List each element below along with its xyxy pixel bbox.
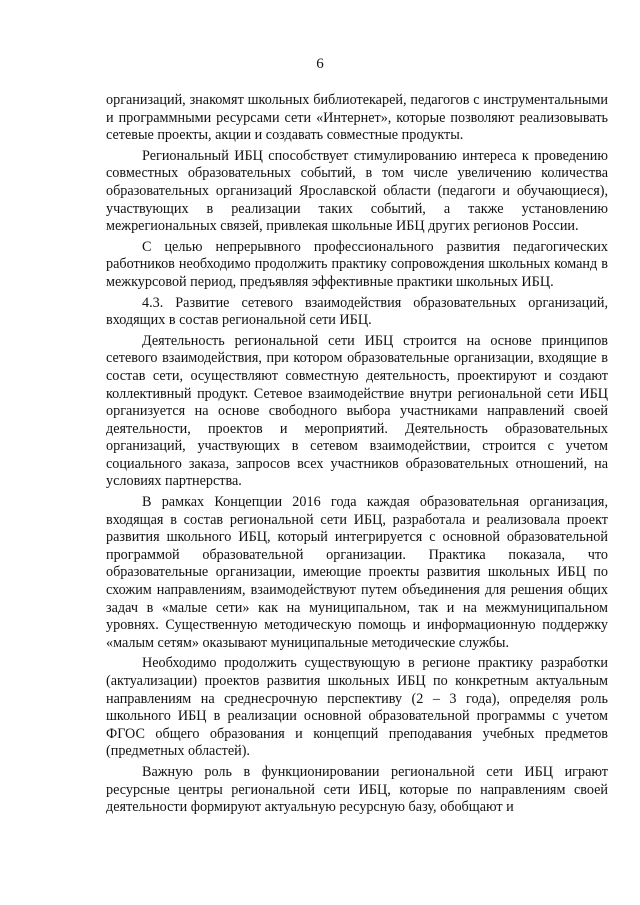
paragraph-7: Необходимо продолжить существующую в регионе практику разработки (актуализации) проектов развития школьных ИБЦ по конкретным актуальным направлениям на среднесрочную перспективу (2 – 3 года), определяя роль школьного ИБЦ в реализации основной образовательной программы с учетом ФГОС общего образования и концепций преподавания учебных предметов (предметных областей). [106,655,608,760]
paragraph-3: С целью непрерывного профессионального развития педагогических работников необходимо продолжить практику сопровождения школьных команд в межкурсовой период, предъявляя эффективные практики школьных ИБЦ. [106,238,608,290]
paragraph-8: Важную роль в функционировании региональной сети ИБЦ играют ресурсные центры региональной сети ИБЦ, которые по направлениям своей деятельности формируют актуальную ресурсную базу, обобщают и [106,763,608,816]
paragraph-6: В рамках Концепции 2016 года каждая образовательная организация, входящая в состав региональной сети ИБЦ, разработала и реализовала проект развития школьного ИБЦ, который интегрируется с основной образовательной программой образовательной организации. Практика показала, что образовательные организации, имеющие проекты развития школьных ИБЦ по схожим направлениям, взаимодействуют путем объединения для решения общих задач в «малые сети» как на муниципальном, так и на межмуниципальном уровнях. Существенную методическую помощь и информационную поддержку «малым сетям» оказывают муниципальные методические службы. [106,494,608,651]
section-heading-4-3: 4.3. Развитие сетевого взаимодействия образовательных организаций, входящих в состав региональной сети ИБЦ. [106,294,608,329]
paragraph-5: Деятельность региональной сети ИБЦ строится на основе принципов сетевого взаимодействия, при котором образовательные организации, входящие в состав сети, осуществляют совместную деятельность, проектируют и создают коллективный продукт. Сетевое взаимодействие внутри региональной сети ИБЦ организуется на основе свободного выбора участниками направлений своей деятельности, проектов и мероприятий. Деятельность образовательных организаций, участвующих в сетевом взаимодействии, строится с учетом социального заказа, запросов всех участников образовательных отношений, на условиях партнерства. [106,332,608,490]
page-number: 6 [316,56,324,72]
body-text [106,92,608,820]
paragraph-2: Региональный ИБЦ способствует стимулированию интереса к проведению совместных образовательных событий, в том числе увеличению количества образовательных организаций Ярославской области (педагоги и обучающиеся), участвующих в реализации таких событий, а также установлению межрегиональных связей, привлекая школьные ИБЦ других регионов России. [106,147,608,235]
paragraph-1: организаций, знакомят школьных библиотекарей, педагогов с инструментальными и программными ресурсами сети «Интернет», которые позволяют реализовывать сетевые проекты, акции и создавать совместные продукты. [106,92,608,144]
